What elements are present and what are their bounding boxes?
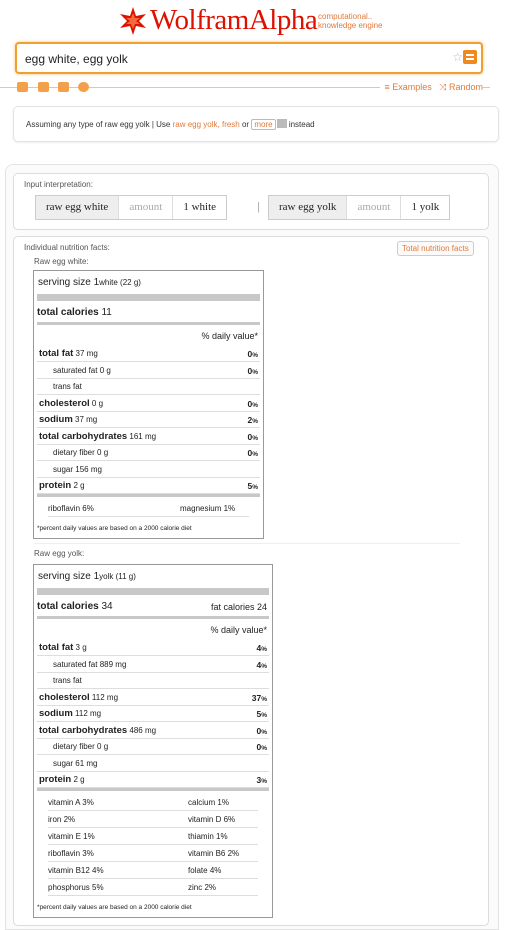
nutrient-name: trans fat — [53, 676, 82, 685]
brand-name: WolframAlpha — [150, 4, 318, 36]
daily-value: 0% — [247, 398, 258, 409]
nutrient-name: sugar — [53, 758, 74, 768]
nutrient-row — [37, 772, 269, 788]
vitamin-value: 1 — [217, 798, 222, 807]
vitamin-name: vitamin A — [48, 798, 81, 807]
nutrient-row — [37, 756, 269, 772]
daily-value: 4% — [256, 643, 267, 653]
footnote: *percent daily values are based on a 2000 calorie diet — [37, 525, 192, 532]
vitamin-row: vitamin E 1% thiamin 1% — [48, 828, 258, 845]
nutrient-amount: 3 g — [75, 643, 87, 652]
daily-value: 3% — [256, 775, 267, 785]
nutrient-name: saturated fat — [53, 365, 98, 375]
wolfram-logo[interactable] — [0, 4, 505, 38]
nutrient-row — [37, 673, 269, 689]
assumption-text: Assuming any type of raw egg yolk | Use raw egg yolk, fresh or more instead — [26, 120, 315, 129]
daily-value: 0% — [247, 448, 258, 458]
assumption-bar — [13, 106, 499, 142]
vitamin-name: thiamin — [188, 832, 214, 841]
nutrient-row — [37, 706, 269, 722]
interpretation-right: raw egg yolk amount 1 yolk — [268, 195, 450, 220]
serving-size: serving size 1white (22 g) — [38, 277, 141, 288]
daily-value: 0% — [247, 365, 258, 376]
interpretation-separator: | — [257, 201, 260, 213]
egg-yolk-subtitle: Raw egg yolk: — [34, 549, 85, 558]
vitamin-value: 5 — [92, 883, 97, 892]
pod-title: Input interpretation: — [24, 180, 93, 189]
vitamin-name: phosphorus — [48, 883, 90, 892]
nutrient-row — [37, 429, 260, 445]
daily-value-header: % daily value* — [210, 625, 267, 635]
nutrient-row — [37, 657, 269, 673]
egg-white-subtitle: Raw egg white: — [34, 257, 89, 266]
nutrient-row — [37, 379, 260, 395]
assumption-option-link[interactable]: raw egg yolk, fresh — [172, 120, 240, 129]
nutrient-row — [37, 445, 260, 461]
nutrient-name: cholesterol — [39, 691, 90, 703]
vitamin-value: 6 — [82, 504, 87, 513]
toolbar-links — [380, 82, 483, 93]
section-divider — [34, 543, 460, 544]
nutrient-row — [37, 690, 269, 706]
vitamin-name: iron — [48, 815, 62, 824]
footnote: *percent daily values are based on a 2000 calorie diet — [37, 904, 192, 911]
nutrient-amount: 0 g — [97, 742, 109, 751]
examples-link[interactable]: ≡ Examples — [384, 82, 432, 92]
vitamin-value: 2 — [204, 883, 209, 892]
vitamin-name: vitamin D — [188, 815, 222, 824]
nutrient-row — [37, 363, 260, 379]
vitamin-name: vitamin B12 — [48, 866, 90, 875]
nutrient-row — [37, 723, 269, 739]
daily-value: 0% — [256, 742, 267, 752]
nutrient-amount: 37 mg — [75, 415, 98, 424]
vitamin-name: folate — [188, 866, 208, 875]
camera-icon[interactable] — [38, 82, 49, 92]
vitamin-row: iron 2% vitamin D 6% — [48, 811, 258, 828]
calories-row: total calories 11 — [37, 307, 112, 318]
nutrient-row — [37, 412, 260, 428]
nutrient-name: total carbohydrates — [39, 430, 128, 442]
nutrient-amount: 0 g — [91, 398, 104, 408]
daily-value: 0% — [256, 725, 267, 736]
nutrient-name: protein — [39, 774, 72, 785]
vitamin-name: vitamin E — [48, 832, 81, 841]
vitamin-name: riboflavin — [48, 504, 81, 513]
equals-icon[interactable] — [463, 50, 477, 64]
nutrient-row — [37, 478, 260, 494]
egg-white-nutrition-label — [33, 270, 264, 539]
nutrient-name: protein — [39, 480, 72, 491]
vitamin-row: vitamin A 3% calcium 1% — [48, 794, 258, 811]
nutrient-row — [37, 346, 260, 362]
vitamin-value: 4 — [209, 866, 215, 875]
nutrient-row — [37, 640, 269, 656]
vitamin-value: 1 — [216, 832, 221, 841]
search-query[interactable]: egg white, egg yolk — [25, 52, 128, 66]
vitamin-value: 2 — [63, 815, 69, 824]
daily-value: 5% — [247, 481, 258, 491]
daily-value-header: % daily value* — [201, 331, 258, 341]
vitamin-name: vitamin B6 — [188, 849, 226, 858]
vitamin-row: vitamin B12 4% folate 4% — [48, 862, 258, 879]
nutrient-amount: 2 g — [73, 775, 85, 784]
vitamin-value: 1 — [223, 504, 229, 513]
star-icon[interactable]: ☆ — [452, 50, 463, 64]
search-input[interactable] — [15, 42, 483, 74]
keyboard-icon[interactable] — [17, 82, 28, 92]
tagline: computational.. knowledge engine — [318, 12, 383, 30]
nutrient-amount: 161 mg — [129, 431, 157, 441]
daily-value: 4% — [256, 659, 267, 670]
nutrient-amount: 112 mg — [91, 692, 119, 702]
nutrient-amount: 156 mg — [75, 464, 102, 474]
nutrient-name: dietary fiber — [53, 742, 95, 751]
interpretation-left: raw egg white amount 1 white — [35, 195, 227, 220]
daily-value: 37% — [251, 692, 267, 703]
nutrient-name: total carbohydrates — [39, 724, 128, 736]
vitamin-name: magnesium — [180, 504, 222, 513]
nutrient-row — [37, 739, 269, 755]
nutrient-name: total fat — [39, 348, 74, 359]
egg-yolk-nutrition-label — [33, 564, 273, 918]
nutrient-amount: 0 g — [99, 365, 111, 375]
calories-row: total calories 34 fat calories 24 — [37, 601, 267, 612]
vitamin-value: 3 — [82, 849, 87, 858]
vitamin-name: riboflavin — [48, 849, 81, 858]
nutrient-name: dietary fiber — [53, 448, 95, 457]
nutrient-amount: 2 g — [73, 481, 85, 490]
vitamin-name: zinc — [188, 883, 203, 892]
nutrient-name: saturated fat — [53, 659, 98, 669]
nutrient-amount: 61 mg — [75, 758, 98, 768]
nutrient-row — [37, 396, 260, 412]
nutrient-name: sodium — [39, 414, 73, 425]
more-dropdown[interactable]: more — [251, 119, 275, 130]
daily-value: 0% — [247, 431, 258, 442]
nutrient-amount: 37 mg — [75, 349, 98, 358]
mic-icon[interactable] — [78, 82, 89, 92]
nutrient-amount: 486 mg — [129, 725, 157, 735]
pod-title: Individual nutrition facts: — [24, 243, 110, 252]
nutrient-amount: 889 mg — [99, 659, 127, 669]
nutrient-amount: 0 g — [97, 448, 109, 457]
vitamin-row: riboflavin 6% magnesium 1% — [48, 500, 249, 517]
daily-value: 0% — [247, 349, 258, 359]
wolfram-spikey-icon — [118, 6, 148, 36]
vitamin-value: 4 — [92, 866, 97, 875]
nutrient-name: trans fat — [53, 382, 82, 391]
vitamin-value: 1 — [83, 832, 88, 841]
input-toolbar — [0, 78, 505, 98]
vitamin-name: calcium — [188, 798, 216, 807]
daily-value: 2% — [247, 415, 258, 425]
nutrient-name: sugar — [53, 464, 74, 474]
total-nutrition-facts-button[interactable]: Total nutrition facts — [397, 241, 474, 256]
daily-value: 5% — [256, 709, 267, 719]
chevron-down-icon[interactable] — [277, 119, 287, 128]
vitamin-value: 2 — [227, 849, 233, 858]
vitamin-row: riboflavin 3% vitamin B6 2% — [48, 845, 258, 862]
vitamin-row: phosphorus 5% zinc 2% — [48, 879, 258, 896]
input-interpretation-pod — [13, 173, 489, 230]
serving-size: serving size 1yolk (11 g) — [38, 571, 136, 582]
nutrient-name: sodium — [39, 708, 73, 719]
nutrient-row — [37, 462, 260, 478]
random-link[interactable]: ⤨ Random — [439, 82, 483, 92]
vitamin-value: 3 — [82, 798, 87, 807]
table-icon[interactable] — [58, 82, 69, 92]
nutrient-name: cholesterol — [39, 397, 90, 409]
nutrient-name: total fat — [39, 642, 74, 653]
vitamin-value: 6 — [223, 815, 229, 824]
nutrient-amount: 112 mg — [75, 709, 102, 718]
